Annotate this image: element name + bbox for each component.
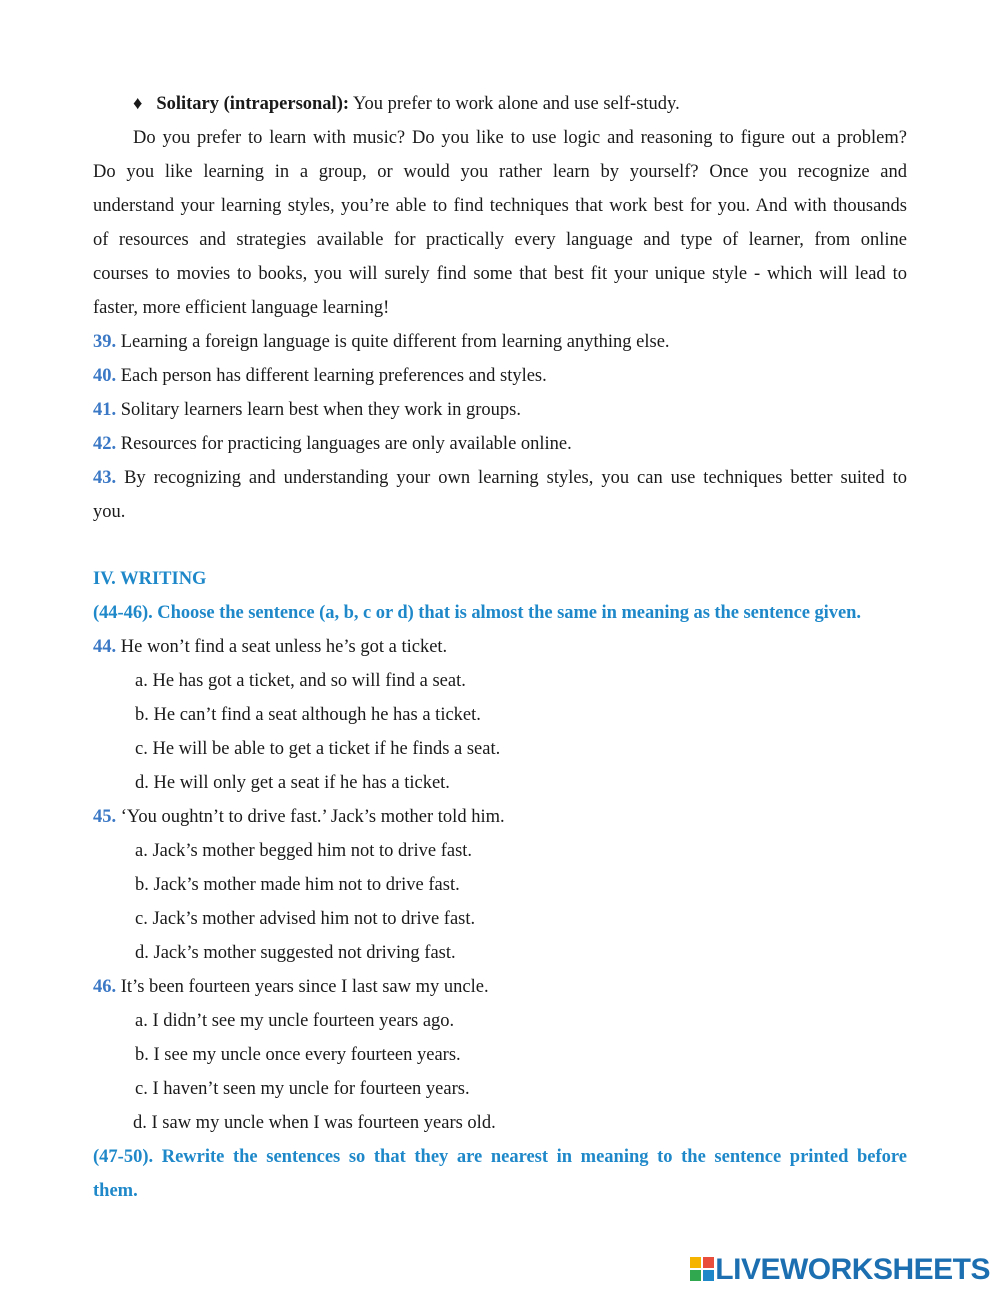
section-heading-writing: IV. WRITING (93, 569, 207, 589)
instruction-47-50-cont: them. (93, 1181, 138, 1201)
option-d: d. I saw my uncle when I was fourteen years old. (133, 1113, 496, 1133)
question-number: 43. (93, 468, 117, 488)
question-text: By recognizing and understanding your own learning styles, you can use techniques better suited to (116, 468, 907, 488)
option-b: b. I see my uncle once every fourteen years. (135, 1045, 461, 1065)
tf-item-43-cont: you. (93, 502, 126, 522)
option-d: d. He will only get a seat if he has a ticket. (135, 773, 450, 793)
question-stem (93, 970, 907, 1004)
logo-text: LIVEWORKSHEETS (715, 1253, 990, 1286)
section-gap (93, 529, 907, 562)
question-text: Learning a foreign language is quite different from learning anything else. (116, 332, 670, 352)
question-number: 46. (93, 977, 117, 997)
question-number: 42. (93, 434, 117, 454)
paragraph-line: faster, more efficient language learning! (93, 298, 390, 318)
option-c: c. I haven’t seen my uncle for fourteen years. (135, 1079, 470, 1099)
question-stem (93, 630, 907, 664)
option-c: c. He will be able to get a ticket if he finds a seat. (135, 739, 501, 759)
tf-item-40 (93, 359, 907, 393)
instruction-47-50: (47-50). Rewrite the sentences so that they are nearest in meaning to the sentence printed before (93, 1147, 907, 1167)
question-number: 41. (93, 400, 117, 420)
liveworksheets-logo (690, 1250, 990, 1290)
question-number: 45. (93, 807, 117, 827)
question-text: Each person has different learning preferences and styles. (116, 366, 547, 386)
worksheet-page (93, 87, 907, 1208)
tf-item-42 (93, 427, 907, 461)
question-text: He won’t find a seat unless he’s got a ticket. (116, 637, 448, 657)
paragraph-line: courses to movies to books, you will surely find some that best fit your unique style - which will lead to (93, 264, 907, 284)
instruction-44-46: (44-46). Choose the sentence (a, b, c or d) that is almost the same in meaning as the sentence given. (93, 603, 861, 623)
question-text: Solitary learners learn best when they work in groups. (116, 400, 521, 420)
liveworksheets-mark-icon (690, 1257, 713, 1283)
bullet-solitary (93, 87, 907, 121)
question-number: 39. (93, 332, 117, 352)
option-c: c. Jack’s mother advised him not to drive fast. (135, 909, 476, 929)
question-45 (93, 800, 907, 970)
reading-paragraph (93, 121, 907, 325)
question-44 (93, 630, 907, 800)
question-text: ‘You oughtn’t to drive fast.’ Jack’s mother told him. (116, 807, 505, 827)
question-number: 44. (93, 637, 117, 657)
bullet-term: Solitary (intrapersonal): (156, 94, 350, 114)
question-stem (93, 800, 907, 834)
option-a: a. I didn’t see my uncle fourteen years ago. (135, 1011, 455, 1031)
diamond-bullet-icon: ♦ (133, 94, 143, 114)
paragraph-line: of resources and strategies available for practically every language and type of learner, from online (93, 230, 907, 250)
question-text: It’s been fourteen years since I last saw my uncle. (116, 977, 489, 997)
question-46 (93, 970, 907, 1140)
tf-item-41 (93, 393, 907, 427)
option-b: b. He can’t find a seat although he has a ticket. (135, 705, 481, 725)
paragraph-line: Do you like learning in a group, or would you rather learn by yourself? Once you recognize and (93, 162, 907, 182)
option-d: d. Jack’s mother suggested not driving fast. (135, 943, 456, 963)
question-text: Resources for practicing languages are only available online. (116, 434, 572, 454)
bullet-text: You prefer to work alone and use self-study. (349, 94, 680, 114)
option-b: b. Jack’s mother made him not to drive fast. (135, 875, 460, 895)
true-false-list (93, 325, 907, 529)
paragraph-line: understand your learning styles, you’re able to find techniques that work best for you. And with thousands (93, 196, 907, 216)
paragraph-line: Do you prefer to learn with music? Do you like to use logic and reasoning to figure out a problem? (133, 128, 907, 148)
question-number: 40. (93, 366, 117, 386)
option-a: a. He has got a ticket, and so will find a seat. (135, 671, 466, 691)
tf-item-39 (93, 325, 907, 359)
option-a: a. Jack’s mother begged him not to drive fast. (135, 841, 473, 861)
tf-item-43 (93, 461, 907, 495)
